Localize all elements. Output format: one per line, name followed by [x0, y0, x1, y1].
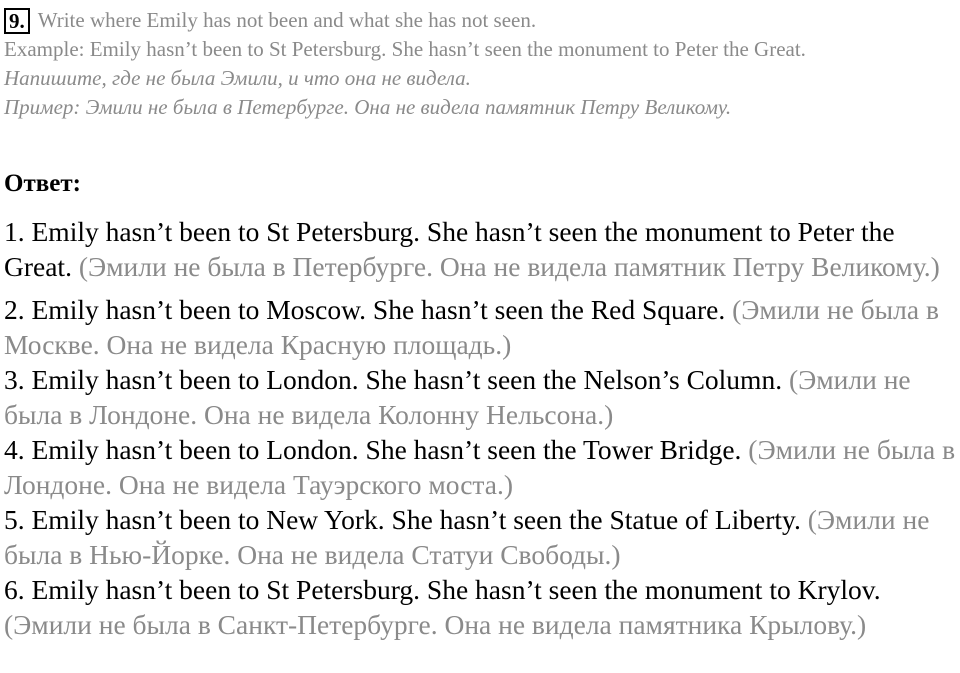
task-header	[4, 6, 954, 35]
answer-label: Ответ:	[4, 170, 81, 197]
answer-list	[4, 214, 958, 642]
answer-en: 1. Emily hasn’t been to St Petersburg. She hasn’t seen the monument to Peter the Great.	[4, 216, 895, 282]
answer-item	[4, 432, 958, 502]
answer-ru: (Эмили не была в Лондоне. Она не видела Тауэрского моста.)	[4, 434, 956, 500]
task-instruction-ru: Напишите, где не была Эмили, и что она не видела.	[4, 66, 471, 90]
answer-ru: (Эмили не была в Лондоне. Она не видела Колонну Нельсона.)	[4, 364, 911, 430]
answer-ru: (Эмили не была в Петербурге. Она не видела памятник Петру Великому.)	[78, 251, 940, 282]
task-example-ru: Пример: Эмили не была в Петербурге. Она не видела памятник Петру Великому.	[4, 95, 732, 119]
answer-item	[4, 292, 958, 362]
task-number: 9.	[4, 8, 30, 34]
answer-en: 5. Emily hasn’t been to New York. She hasn’t seen the Statue of Liberty.	[4, 504, 801, 535]
answer-item	[4, 572, 958, 642]
answer-ru: (Эмили не была в Москве. Она не видела Красную площадь.)	[4, 294, 939, 360]
answer-ru: (Эмили не была в Нью-Йорке. Она не видела Статуи Свободы.)	[4, 504, 930, 570]
task-example-en: Example: Emily hasn’t been to St Petersburg. She hasn’t seen the monument to Peter the Great.	[4, 37, 806, 61]
answer-item	[4, 362, 958, 432]
task-block	[4, 6, 954, 122]
answer-en: 6. Emily hasn’t been to St Petersburg. She hasn’t seen the monument to Krylov.	[4, 574, 881, 605]
answer-item	[4, 502, 958, 572]
answer-en: 3. Emily hasn’t been to London. She hasn’t seen the Nelson’s Column.	[4, 364, 783, 395]
task-instruction-en: Write where Emily has not been and what she has not seen.	[37, 8, 537, 32]
answer-en: 2. Emily hasn’t been to Moscow. She hasn’t seen the Red Square.	[4, 294, 726, 325]
answer-item	[4, 214, 958, 284]
answer-ru: (Эмили не была в Санкт-Петербурге. Она не видела памятника Крылову.)	[4, 609, 867, 640]
answer-en: 4. Emily hasn’t been to London. She hasn’t seen the Tower Bridge.	[4, 434, 742, 465]
